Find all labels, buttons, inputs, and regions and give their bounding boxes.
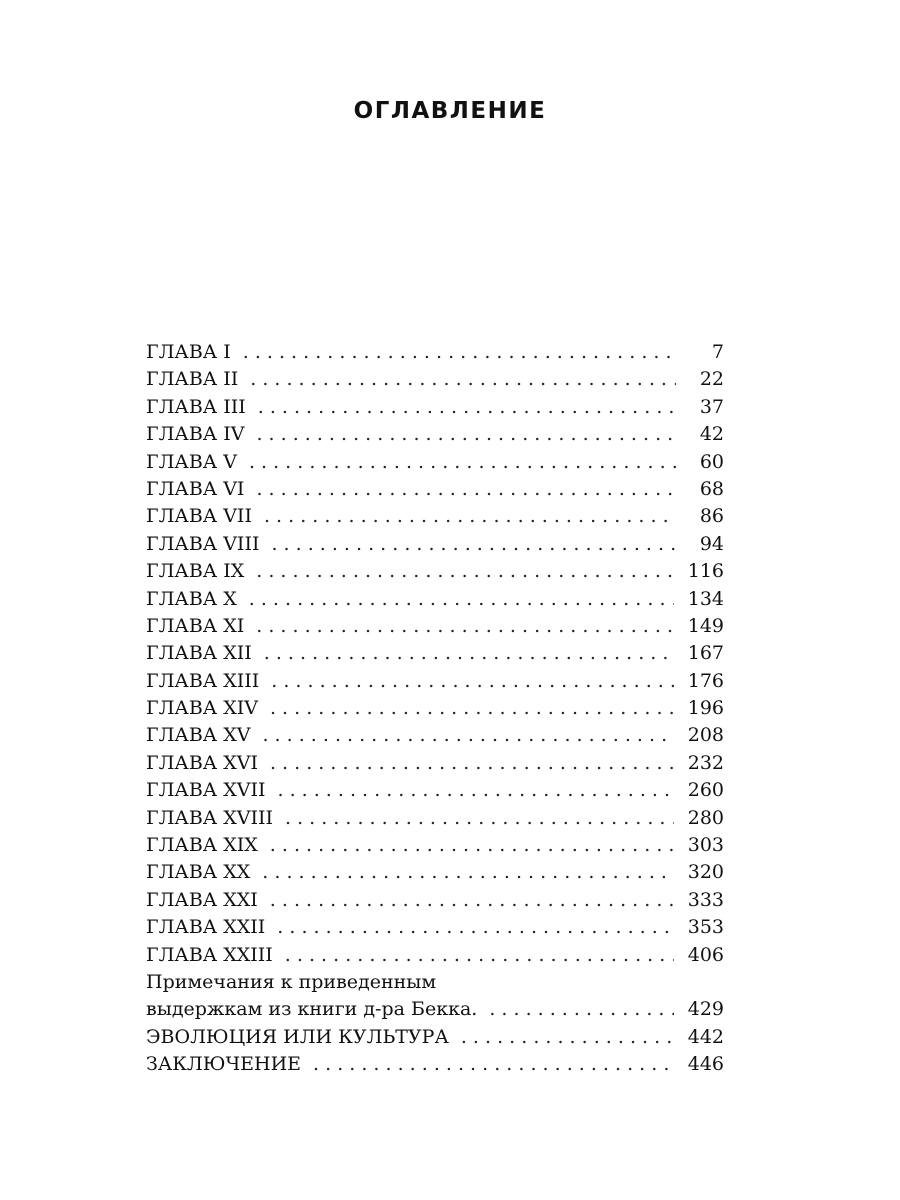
toc-entry-label: ГЛАВА XIV bbox=[146, 697, 258, 720]
toc-entry-label: ГЛАВА VI bbox=[146, 477, 245, 500]
dot-leader bbox=[270, 832, 674, 859]
toc-entry-chapter-21[interactable] bbox=[146, 887, 724, 914]
dot-leader bbox=[271, 668, 673, 695]
dot-leader bbox=[256, 476, 676, 503]
dot-leader bbox=[262, 859, 673, 886]
toc-entry-chapter-11[interactable] bbox=[146, 613, 724, 640]
toc-entry-page: 333 bbox=[687, 888, 724, 911]
toc-entry-notes[interactable] bbox=[146, 969, 724, 1024]
toc-entry-page: 60 bbox=[699, 450, 724, 473]
toc-entry-label: ГЛАВА X bbox=[146, 587, 237, 610]
toc-entry-page: 446 bbox=[687, 1053, 724, 1076]
toc-entry-label: ГЛАВА V bbox=[146, 450, 237, 473]
dot-leader bbox=[243, 339, 676, 366]
toc-entry-chapter-23[interactable] bbox=[146, 942, 724, 969]
toc-entry-chapter-19[interactable] bbox=[146, 832, 724, 859]
toc-entry-chapter-14[interactable] bbox=[146, 695, 724, 722]
toc-entry-chapter-4[interactable] bbox=[146, 421, 724, 448]
appendix-list bbox=[146, 1024, 724, 1079]
toc-entry-page: 429 bbox=[687, 998, 724, 1021]
toc-entry-label: ГЛАВА IV bbox=[146, 423, 245, 446]
toc-entry-label: ГЛАВА XX bbox=[146, 861, 251, 884]
toc-entry-chapter-15[interactable] bbox=[146, 722, 724, 749]
toc-entry-label: ГЛАВА XXII bbox=[146, 916, 266, 939]
toc-entry-label: ГЛАВА XIX bbox=[146, 834, 258, 857]
dot-leader bbox=[285, 942, 674, 969]
toc-entry-chapter-20[interactable] bbox=[146, 859, 724, 886]
toc-entry-page: 260 bbox=[687, 779, 724, 802]
toc-entry-page: 94 bbox=[699, 532, 724, 555]
toc-entry-chapter-18[interactable] bbox=[146, 805, 724, 832]
toc-entry-page: 22 bbox=[699, 368, 724, 391]
toc-entry-chapter-9[interactable] bbox=[146, 558, 724, 585]
dot-leader bbox=[461, 1024, 674, 1051]
toc-entry-chapter-10[interactable] bbox=[146, 586, 724, 613]
dot-leader bbox=[256, 613, 673, 640]
toc-entry-page: 208 bbox=[687, 724, 724, 747]
toc-entry-page: 176 bbox=[687, 669, 724, 692]
toc-entry-chapter-12[interactable] bbox=[146, 640, 724, 667]
toc-entry-tail-1[interactable] bbox=[146, 1024, 724, 1051]
dot-leader bbox=[270, 750, 674, 777]
toc-entry-label: ГЛАВА VII bbox=[146, 505, 252, 528]
toc-entry-label: ЗАКЛЮЧЕНИЕ bbox=[146, 1053, 302, 1076]
dot-leader bbox=[256, 421, 676, 448]
dot-leader bbox=[264, 503, 676, 530]
toc-entry-label: ГЛАВА VIII bbox=[146, 532, 260, 555]
toc-entry-chapter-3[interactable] bbox=[146, 394, 724, 421]
toc-entry-page: 68 bbox=[699, 477, 724, 500]
toc-entry-label: ГЛАВА III bbox=[146, 395, 246, 418]
toc-entry-label: ГЛАВА XVI bbox=[146, 751, 258, 774]
table-of-contents bbox=[146, 339, 724, 1079]
toc-entry-page: 86 bbox=[699, 505, 724, 528]
toc-entry-chapter-17[interactable] bbox=[146, 777, 724, 804]
toc-entry-chapter-13[interactable] bbox=[146, 668, 724, 695]
toc-entry-page: 406 bbox=[687, 943, 724, 966]
dot-leader bbox=[271, 531, 676, 558]
toc-entry-chapter-22[interactable] bbox=[146, 914, 724, 941]
toc-entry-page: 280 bbox=[687, 806, 724, 829]
toc-entry-page: 149 bbox=[687, 614, 724, 637]
dot-leader bbox=[250, 366, 676, 393]
toc-entry-page: 37 bbox=[699, 395, 724, 418]
toc-entry-label: ГЛАВА XXIII bbox=[146, 943, 273, 966]
toc-entry-label: ГЛАВА II bbox=[146, 368, 239, 391]
toc-entry-page: 303 bbox=[687, 834, 724, 857]
toc-entry-chapter-6[interactable] bbox=[146, 476, 724, 503]
toc-entry-label: ЭВОЛЮЦИЯ ИЛИ КУЛЬТУРА bbox=[146, 1025, 449, 1048]
toc-entry-label: ГЛАВА XII bbox=[146, 642, 252, 665]
toc-entry-label-line2: выдержкам из книги д-ра Бекка. bbox=[146, 998, 478, 1021]
dot-leader bbox=[264, 640, 674, 667]
toc-entry-label: ГЛАВА XXI bbox=[146, 888, 258, 911]
toc-entry-label: ГЛАВА I bbox=[146, 341, 231, 363]
toc-entry-chapter-2[interactable] bbox=[146, 366, 724, 393]
dot-leader bbox=[270, 695, 674, 722]
toc-entry-page: 7 bbox=[711, 341, 724, 363]
chapter-list bbox=[146, 339, 724, 969]
toc-entry-chapter-16[interactable] bbox=[146, 750, 724, 777]
toc-entry-chapter-7[interactable] bbox=[146, 503, 724, 530]
toc-entry-label: ГЛАВА XV bbox=[146, 724, 251, 747]
toc-entry-tail-2[interactable] bbox=[146, 1051, 724, 1078]
dot-leader bbox=[256, 558, 673, 585]
toc-entry-page: 232 bbox=[687, 751, 724, 774]
dot-leader bbox=[277, 777, 673, 804]
toc-entry-page: 42 bbox=[699, 423, 724, 446]
dot-leader bbox=[262, 722, 673, 749]
dot-leader bbox=[249, 586, 674, 613]
dot-leader bbox=[249, 449, 676, 476]
toc-entry-chapter-8[interactable] bbox=[146, 531, 724, 558]
toc-entry-label: ГЛАВА XIII bbox=[146, 669, 260, 692]
dot-leader bbox=[258, 394, 676, 421]
dot-leader bbox=[270, 887, 674, 914]
dot-leader bbox=[285, 805, 674, 832]
toc-entry-label: ГЛАВА XVIII bbox=[146, 806, 273, 829]
toc-entry-page: 442 bbox=[687, 1025, 724, 1048]
toc-entry-label: ГЛАВА XVII bbox=[146, 779, 266, 802]
toc-entry-label: ГЛАВА IX bbox=[146, 560, 245, 583]
toc-entry-page: 196 bbox=[687, 697, 724, 720]
toc-entry-label-line1: Примечания к приведенным bbox=[146, 970, 437, 993]
toc-entry-page: 353 bbox=[687, 916, 724, 939]
toc-entry-chapter-5[interactable] bbox=[146, 449, 724, 476]
page-title: ОГЛАВЛЕНИЕ bbox=[353, 98, 547, 124]
toc-entry-page: 320 bbox=[687, 861, 724, 884]
toc-entry-label: ГЛАВА XI bbox=[146, 614, 245, 637]
dot-leader bbox=[313, 1051, 674, 1078]
toc-entry-page: 116 bbox=[687, 560, 724, 583]
toc-entry-page: 167 bbox=[687, 642, 724, 665]
toc-entry-page: 134 bbox=[687, 587, 724, 610]
dot-leader bbox=[277, 914, 673, 941]
dot-leader bbox=[489, 996, 673, 1023]
toc-entry-chapter-1[interactable] bbox=[146, 339, 724, 366]
